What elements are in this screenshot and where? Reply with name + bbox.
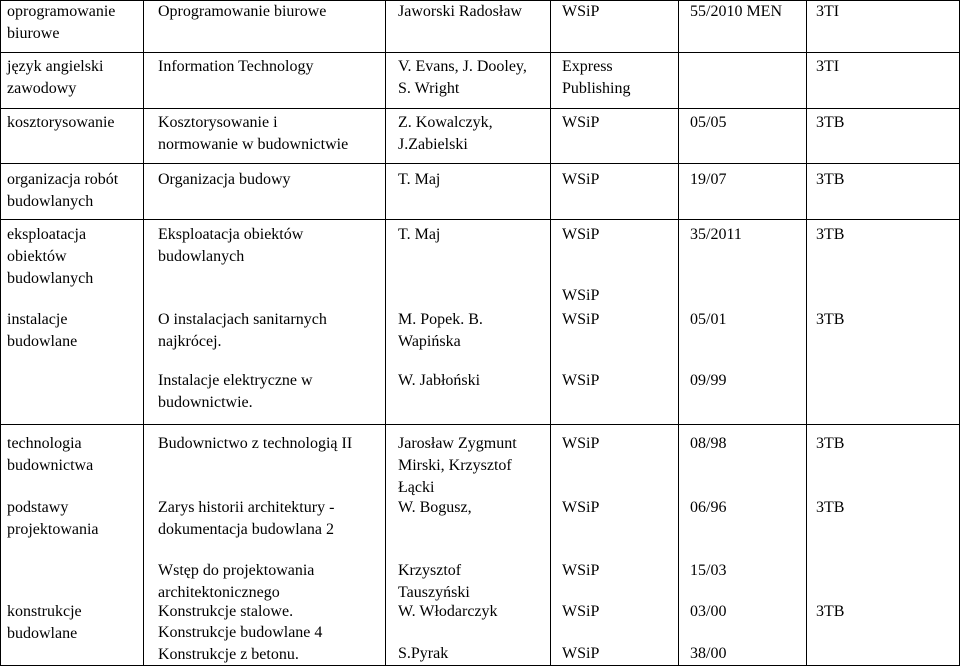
- class-cell: 3TI: [816, 3, 840, 20]
- subject-line: język angielski: [7, 58, 104, 75]
- publisher-line: WSiP: [562, 435, 600, 452]
- subject-line: organizacja robót: [7, 171, 119, 188]
- author-line: Wapińska: [398, 333, 461, 350]
- subject-cell: [7, 309, 77, 353]
- row-divider: [0, 108, 960, 109]
- author-cell: [398, 224, 440, 246]
- title-cell: [158, 1, 326, 23]
- author-cell: [398, 56, 527, 100]
- author-line: Krzysztof: [398, 562, 462, 579]
- author-cell: [398, 169, 440, 191]
- publisher-cell: [562, 169, 599, 191]
- publisher-cell: [562, 56, 630, 100]
- author-line: Łącki: [398, 479, 435, 496]
- subject-line: zawodowy: [7, 80, 77, 97]
- publisher-cell: [562, 224, 599, 246]
- approval-number: 38/00: [690, 645, 727, 662]
- title-line: normowanie w budownictwie: [158, 136, 349, 153]
- class-cell: 3TB: [816, 499, 845, 516]
- approval-number: 15/03: [690, 562, 727, 579]
- approval-number: 05/01: [690, 311, 727, 328]
- class-cell: 3TB: [816, 311, 845, 328]
- row-divider: [0, 163, 960, 164]
- publisher-cell: WSiP: [562, 603, 600, 620]
- title-cell: [158, 433, 352, 455]
- author-line: Tauszyński: [398, 584, 470, 601]
- title-line: budownictwie.: [158, 394, 253, 411]
- title-cell: [158, 370, 313, 414]
- subject-line: obiektów: [7, 248, 67, 265]
- author-line: V. Evans, J. Dooley,: [398, 58, 527, 75]
- column-divider: [550, 0, 551, 666]
- approval-number: 08/98: [690, 435, 727, 452]
- class-cell: 3TB: [816, 435, 845, 452]
- author-cell: [398, 433, 517, 499]
- author-cell: [398, 643, 448, 665]
- subject-line: projektowania: [7, 521, 99, 538]
- subject-line: budowlanych: [7, 193, 94, 210]
- title-line: Instalacje elektryczne w: [158, 372, 313, 389]
- title-cell: [158, 169, 291, 191]
- author-line: Jaworski Radosław: [398, 3, 522, 20]
- title-cell: [158, 224, 303, 268]
- author-line: M. Popek. B.: [398, 311, 483, 328]
- title-line: Oprogramowanie biurowe: [158, 3, 327, 20]
- publisher-cell: WSiP: [562, 562, 600, 579]
- subject-cell: [7, 601, 82, 645]
- title-line: Konstrukcje budowlane 4: [158, 624, 323, 641]
- title-cell: [158, 560, 314, 604]
- author-line: Mirski, Krzysztof: [398, 457, 512, 474]
- column-divider: [806, 0, 807, 666]
- title-cell: [158, 112, 348, 156]
- subject-cell: [7, 56, 103, 100]
- publisher-line: WSiP: [562, 226, 600, 243]
- author-line: Z. Kowalczyk,: [398, 114, 493, 131]
- title-line: Kosztorysowanie i: [158, 114, 278, 131]
- column-divider: [0, 0, 1, 666]
- subject-line: instalacje: [7, 311, 68, 328]
- author-cell: [398, 601, 498, 623]
- publisher-line: WSiP: [562, 171, 600, 188]
- approval-number: 19/07: [690, 171, 727, 188]
- author-cell: [398, 370, 480, 392]
- subject-line: eksploatacja: [7, 226, 87, 243]
- subject-cell: [7, 112, 115, 134]
- title-line: Konstrukcje stalowe.: [158, 603, 294, 620]
- author-line: T. Maj: [398, 226, 441, 243]
- title-cell: [158, 622, 322, 666]
- subject-line: kosztorysowanie: [7, 114, 115, 131]
- class-cell: 3TB: [816, 226, 845, 243]
- subject-line: budownictwa: [7, 457, 94, 474]
- title-line: O instalacjach sanitarnych: [158, 311, 327, 328]
- publisher-cell: [562, 433, 599, 455]
- subject-line: konstrukcje: [7, 603, 82, 620]
- subject-line: budowlane: [7, 625, 78, 642]
- publisher-cell: [562, 1, 599, 23]
- title-cell: [158, 497, 334, 541]
- row-divider: [0, 424, 960, 425]
- subject-line: biurowe: [7, 25, 60, 42]
- subject-line: oprogramowanie: [7, 3, 116, 20]
- subject-line: technologia: [7, 435, 82, 452]
- author-cell: [398, 309, 483, 353]
- class-cell: 3TB: [816, 171, 845, 188]
- column-divider: [678, 0, 679, 666]
- approval-number: 05/05: [690, 114, 727, 131]
- publisher-cell: WSiP: [562, 499, 600, 516]
- author-line: W. Bogusz,: [398, 499, 472, 516]
- title-line: dokumentacja budowlana 2: [158, 521, 334, 538]
- column-divider: [385, 0, 386, 666]
- title-line: Wstęp do projektowania: [158, 562, 315, 579]
- author-cell: [398, 497, 472, 519]
- subject-cell: [7, 224, 93, 290]
- publisher-line: Publishing: [562, 80, 631, 97]
- author-line: Jarosław Zygmunt: [398, 435, 517, 452]
- subject-line: budowlane: [7, 333, 78, 350]
- publisher-cell: WSiP: [562, 287, 600, 304]
- title-line: Organizacja budowy: [158, 171, 291, 188]
- title-cell: [158, 601, 293, 623]
- subject-line: budowlanych: [7, 270, 94, 287]
- publisher-line: WSiP: [562, 3, 600, 20]
- subject-line: podstawy: [7, 499, 69, 516]
- publisher-line: Express: [562, 58, 613, 75]
- row-divider: [0, 52, 960, 53]
- class-cell: 3TB: [816, 603, 845, 620]
- subject-cell: [7, 497, 99, 541]
- title-line: Zarys historii architektury -: [158, 499, 335, 516]
- title-line: budowlanych: [158, 248, 245, 265]
- approval-number: 03/00: [690, 603, 727, 620]
- author-line: S. Wright: [398, 80, 460, 97]
- publisher-cell: WSiP: [562, 311, 600, 328]
- approval-number: 55/2010 MEN: [690, 3, 782, 20]
- subject-cell: [7, 1, 115, 45]
- approval-number: 09/99: [690, 372, 727, 389]
- author-cell: [398, 1, 522, 23]
- publisher-cell: WSiP: [562, 372, 600, 389]
- author-line: J.Zabielski: [398, 136, 468, 153]
- author-line: S.Pyrak: [398, 645, 449, 662]
- author-cell: [398, 112, 493, 156]
- title-cell: [158, 56, 313, 78]
- approval-number: 35/2011: [690, 226, 742, 243]
- publisher-cell: WSiP: [562, 645, 600, 662]
- title-line: Budownictwo z technologią II: [158, 435, 353, 452]
- title-line: Konstrukcje z betonu.: [158, 646, 299, 663]
- subject-cell: [7, 169, 118, 213]
- author-line: T. Maj: [398, 171, 441, 188]
- column-divider: [143, 0, 144, 666]
- title-line: Information Technology: [158, 58, 314, 75]
- author-cell: [398, 560, 470, 604]
- approval-number: 06/96: [690, 499, 727, 516]
- title-line: Eksploatacja obiektów: [158, 226, 304, 243]
- title-cell: [158, 309, 327, 353]
- class-cell: 3TI: [816, 58, 840, 75]
- publisher-cell: [562, 112, 599, 134]
- subject-cell: [7, 433, 93, 477]
- author-line: W. Jabłoński: [398, 372, 481, 389]
- title-line: architektonicznego: [158, 584, 280, 601]
- row-divider: [0, 219, 960, 220]
- title-line: najkrócej.: [158, 333, 222, 350]
- publisher-line: WSiP: [562, 114, 600, 131]
- author-line: W. Włodarczyk: [398, 603, 498, 620]
- class-cell: 3TB: [816, 114, 845, 131]
